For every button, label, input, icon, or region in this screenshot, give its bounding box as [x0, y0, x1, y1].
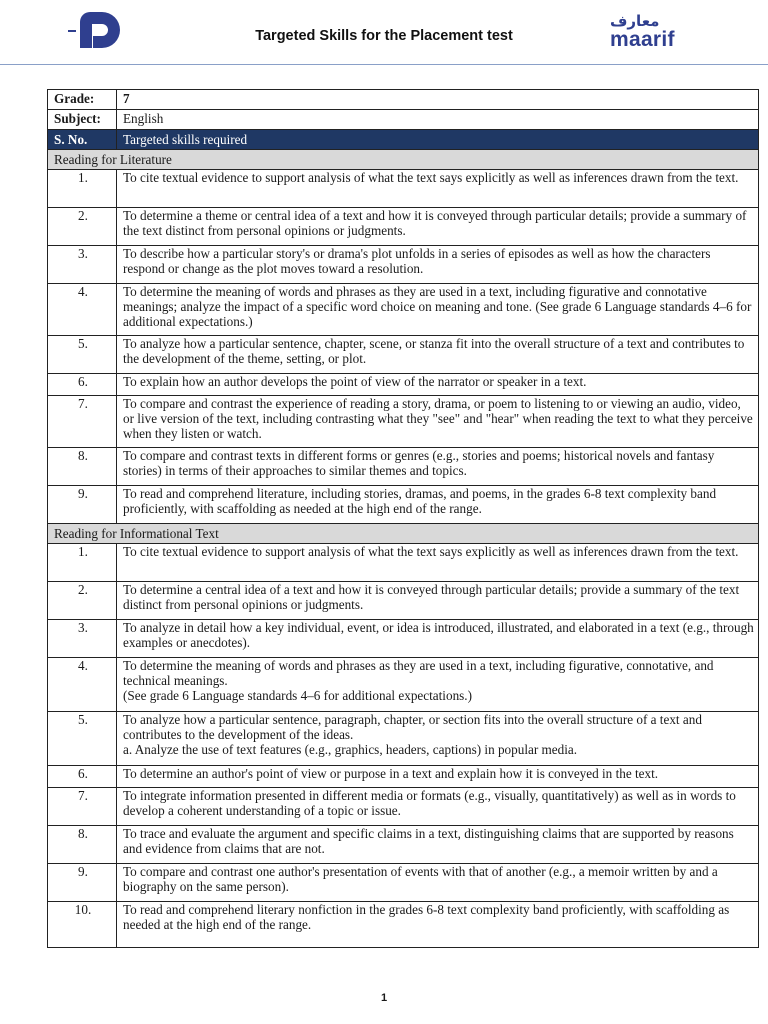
- grade-value: 7: [117, 90, 759, 110]
- skill-number: 7.: [48, 788, 117, 826]
- skill-number: 2.: [48, 208, 117, 246]
- skills-table: [47, 89, 759, 948]
- skill-description: To compare and contrast the experience of reading a story, drama, or poem to listening to or viewing an audio, video, or live version of the text, including contrasting what they "see" and "hear" when reading the text to what they perceive when they listen or watch.: [117, 396, 759, 448]
- table-row: [48, 486, 759, 524]
- table-row: [48, 246, 759, 284]
- skill-number: 2.: [48, 582, 117, 620]
- skill-description: To analyze in detail how a key individual, event, or idea is introduced, illustrated, and elaborated in a text (e.g., through examples or anecdotes).: [117, 620, 759, 658]
- skill-number: 6.: [48, 374, 117, 396]
- page-header: [0, 0, 768, 66]
- skill-number: 8.: [48, 448, 117, 486]
- table-row: [48, 544, 759, 582]
- subject-row: [48, 110, 759, 130]
- table-header-row: [48, 130, 759, 150]
- table-row: [48, 712, 759, 766]
- table-row: [48, 284, 759, 336]
- skill-description: To determine the meaning of words and phrases as they are used in a text, including figurative and connotative meanings; analyze the impact of a specific word choice on meaning and tone. (See grade 6 Language standards 4–6 for additional expectations.): [117, 284, 759, 336]
- skill-number: 3.: [48, 246, 117, 284]
- skill-description: To cite textual evidence to support analysis of what the text says explicitly as well as inferences drawn from the text.: [117, 544, 759, 582]
- brand-arabic-text: معارف: [610, 12, 660, 30]
- skill-number: 10.: [48, 902, 117, 948]
- grade-label: Grade:: [48, 90, 117, 110]
- skill-description: To determine an author's point of view or purpose in a text and explain how it is conveyed in the text.: [117, 766, 759, 788]
- skill-description: To compare and contrast texts in different forms or genres (e.g., stories and poems; historical novels and fantasy stories) in terms of their approaches to similar themes and topics.: [117, 448, 759, 486]
- skill-number: 4.: [48, 658, 117, 712]
- skill-description: To determine the meaning of words and phrases as they are used in a text, including figurative, connotative, and technical meanings. (See grade 6 Language standards 4–6 for additional expectations.): [117, 658, 759, 712]
- subject-value: English: [117, 110, 759, 130]
- skill-number: 7.: [48, 396, 117, 448]
- page-number: 1: [380, 992, 388, 1004]
- skill-number: 3.: [48, 620, 117, 658]
- table-row: [48, 374, 759, 396]
- skill-number: 5.: [48, 712, 117, 766]
- skill-number: 8.: [48, 826, 117, 864]
- table-row: [48, 396, 759, 448]
- document-title: Targeted Skills for the Placement test: [255, 28, 513, 44]
- skill-description: To analyze how a particular sentence, chapter, scene, or stanza fit into the overall structure of a text and contributes to the development of the theme, setting, or plot.: [117, 336, 759, 374]
- section-title: Reading for Literature: [48, 150, 759, 170]
- table-row: [48, 620, 759, 658]
- table-row: [48, 658, 759, 712]
- skill-description: To determine a central idea of a text and how it is conveyed through particular details; provide a summary of the text distinct from personal opinions or judgments.: [117, 582, 759, 620]
- table-row: [48, 902, 759, 948]
- skill-number: 9.: [48, 864, 117, 902]
- skill-description: To compare and contrast one author's presentation of events with that of another (e.g., a memoir written by and a biography on the same person).: [117, 864, 759, 902]
- table-row: [48, 448, 759, 486]
- section-row: [48, 524, 759, 544]
- skill-number: 6.: [48, 766, 117, 788]
- table-row: [48, 170, 759, 208]
- section-row: [48, 150, 759, 170]
- header-divider: [0, 64, 768, 65]
- table-row: [48, 208, 759, 246]
- table-row: [48, 864, 759, 902]
- grade-row: [48, 90, 759, 110]
- skill-description: To cite textual evidence to support analysis of what the text says explicitly as well as inferences drawn from the text.: [117, 170, 759, 208]
- skill-description: To trace and evaluate the argument and specific claims in a text, distinguishing claims that are supported by reasons and evidence from claims that are not.: [117, 826, 759, 864]
- table-row: [48, 788, 759, 826]
- skill-description: To determine a theme or central idea of a text and how it is conveyed through particular details; provide a summary of the text distinct from personal opinions or judgments.: [117, 208, 759, 246]
- skill-number: 4.: [48, 284, 117, 336]
- table-row: [48, 766, 759, 788]
- skill-description: To read and comprehend literary nonfiction in the grades 6-8 text complexity band proficiently, with scaffolding as needed at the high end of the range.: [117, 902, 759, 948]
- skill-description: To read and comprehend literature, including stories, dramas, and poems, in the grades 6-8 text complexity band proficiently, with scaffolding as needed at the high end of the range.: [117, 486, 759, 524]
- table-row: [48, 582, 759, 620]
- skill-description: To analyze how a particular sentence, paragraph, chapter, or section fits into the overall structure of a text and contributes to the development of the ideas. a. Analyze the use of text features (e.g., graphics, headers, captions) in popular media.: [117, 712, 759, 766]
- skill-number: 5.: [48, 336, 117, 374]
- skills-header: Targeted skills required: [117, 130, 759, 150]
- section-title: Reading for Informational Text: [48, 524, 759, 544]
- brand-logo: [610, 12, 690, 50]
- table-row: [48, 336, 759, 374]
- skill-number: 1.: [48, 544, 117, 582]
- skill-number: 9.: [48, 486, 117, 524]
- skill-description: To explain how an author develops the point of view of the narrator or speaker in a text.: [117, 374, 759, 396]
- skill-number: 1.: [48, 170, 117, 208]
- subject-label: Subject:: [48, 110, 117, 130]
- serial-number-header: S. No.: [48, 130, 117, 150]
- skill-description: To integrate information presented in different media or formats (e.g., visually, quantitatively) as well as in words to develop a coherent understanding of a topic or issue.: [117, 788, 759, 826]
- table-row: [48, 826, 759, 864]
- brand-latin-text: maarif: [610, 28, 675, 51]
- skill-description: To describe how a particular story's or drama's plot unfolds in a series of episodes as well as how the characters respond or change as the plot moves toward a resolution.: [117, 246, 759, 284]
